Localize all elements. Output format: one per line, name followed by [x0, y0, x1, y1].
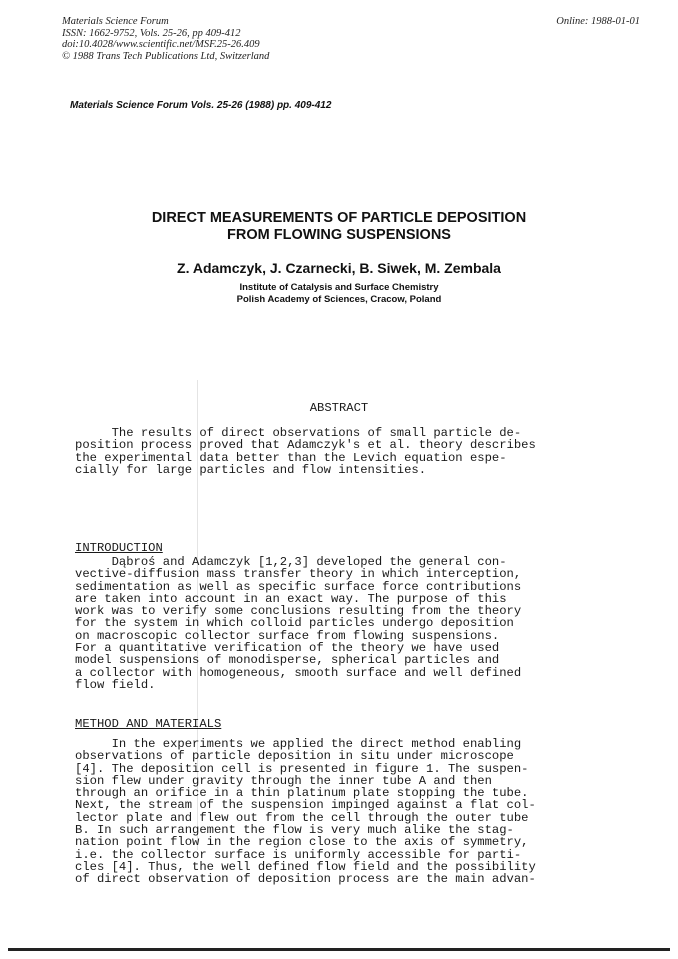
journal-reference: Materials Science Forum Vols. 25-26 (1988) pp. 409-412 — [70, 100, 332, 111]
title-line: DIRECT MEASUREMENTS OF PARTICLE DEPOSITION — [151, 210, 527, 226]
introduction-line: For a quantitative verification of the theory we have used — [75, 641, 500, 656]
introduction-line: for the system in which colloid particles undergo deposition — [75, 616, 514, 631]
abstract-heading: ABSTRACT — [309, 401, 369, 415]
title-line: FROM FLOWING SUSPENSIONS — [227, 227, 451, 243]
abstract-body — [75, 427, 536, 476]
method-line: i.e. the collector surface is uniformly accessible for parti- — [75, 847, 522, 862]
method-line: observations of particle deposition in situ under microscope — [75, 749, 514, 764]
introduction-line: work was to verify some conclusions resulting from the theory — [75, 604, 522, 619]
method-line: In the experiments we applied the direct method enabling — [75, 737, 522, 751]
meta-line: © 1988 Trans Tech Publications Ltd, Switzerland — [62, 50, 270, 62]
introduction-line: Dąbroś and Adamczyk [1,2,3] developed the general con- — [75, 555, 507, 569]
method-line: [4]. The deposition cell is presented in figure 1. The suspen- — [75, 761, 529, 776]
method-line: B. In such arrangement the flow is very much alike the stag- — [75, 823, 514, 838]
paper-title — [0, 210, 678, 244]
meta-line: Materials Science Forum — [62, 16, 169, 27]
introduction-line: a collector with homogeneous, smooth surface and well defined — [75, 665, 522, 680]
introduction-line: flow field. — [75, 677, 156, 692]
abstract-line: position process proved that Adamczyk's et al. theory describes — [75, 438, 536, 453]
method-line: Next, the stream of the suspension impinged against a flat col- — [75, 798, 536, 813]
method-line: lector plate and flew out from the cell through the outer tube — [75, 810, 529, 825]
abstract-line: The results of direct observations of small particle de- — [75, 426, 522, 440]
introduction-heading: INTRODUCTION — [75, 541, 163, 555]
affiliation-line: Polish Academy of Sciences, Cracow, Poland — [236, 294, 442, 305]
meta-line: ISSN: 1662-9752, Vols. 25-26, pp 409-412 — [62, 27, 241, 39]
abstract-line: the experimental data better than the Levich equation espe- — [75, 450, 507, 465]
affiliation — [0, 282, 678, 306]
introduction-line: model suspensions of monodisperse, spherical particles and — [75, 653, 500, 668]
method-line: of direct observation of deposition process are the main advan- — [75, 872, 536, 887]
method-line: through an orifice in a thin platinum plate stopping the tube. — [75, 786, 529, 801]
method-body — [75, 738, 536, 886]
author-list: Z. Adamczyk, J. Czarnecki, B. Siwek, M. Zembala — [177, 260, 501, 276]
introduction-line: sedimentation as well as specific surface force contributions — [75, 579, 522, 594]
page-bottom-rule — [8, 948, 670, 951]
introduction-line: are taken into account in an exact way. The purpose of this — [75, 591, 507, 606]
method-line: cles [4]. Thus, the well defined flow field and the possibility — [75, 859, 536, 874]
introduction-body — [75, 556, 521, 691]
introduction-line: vective-diffusion mass transfer theory in which interception, — [75, 567, 522, 582]
method-line: nation point flow in the region close to the axis of symmetry, — [75, 835, 529, 850]
method-line: sion flew under gravity through the inner tube A and then — [75, 773, 492, 788]
online-date: Online: 1988-01-01 — [556, 16, 640, 27]
meta-line: doi:10.4028/www.scientific.net/MSF.25-26.409 — [62, 39, 260, 50]
citation-metadata — [62, 16, 269, 62]
affiliation-line: Institute of Catalysis and Surface Chemistry — [239, 282, 439, 293]
introduction-line: on macroscopic collector surface from flowing suspensions. — [75, 628, 500, 643]
method-heading: METHOD AND MATERIALS — [75, 717, 222, 731]
abstract-line: cially for large particles and flow intensities. — [75, 462, 427, 477]
